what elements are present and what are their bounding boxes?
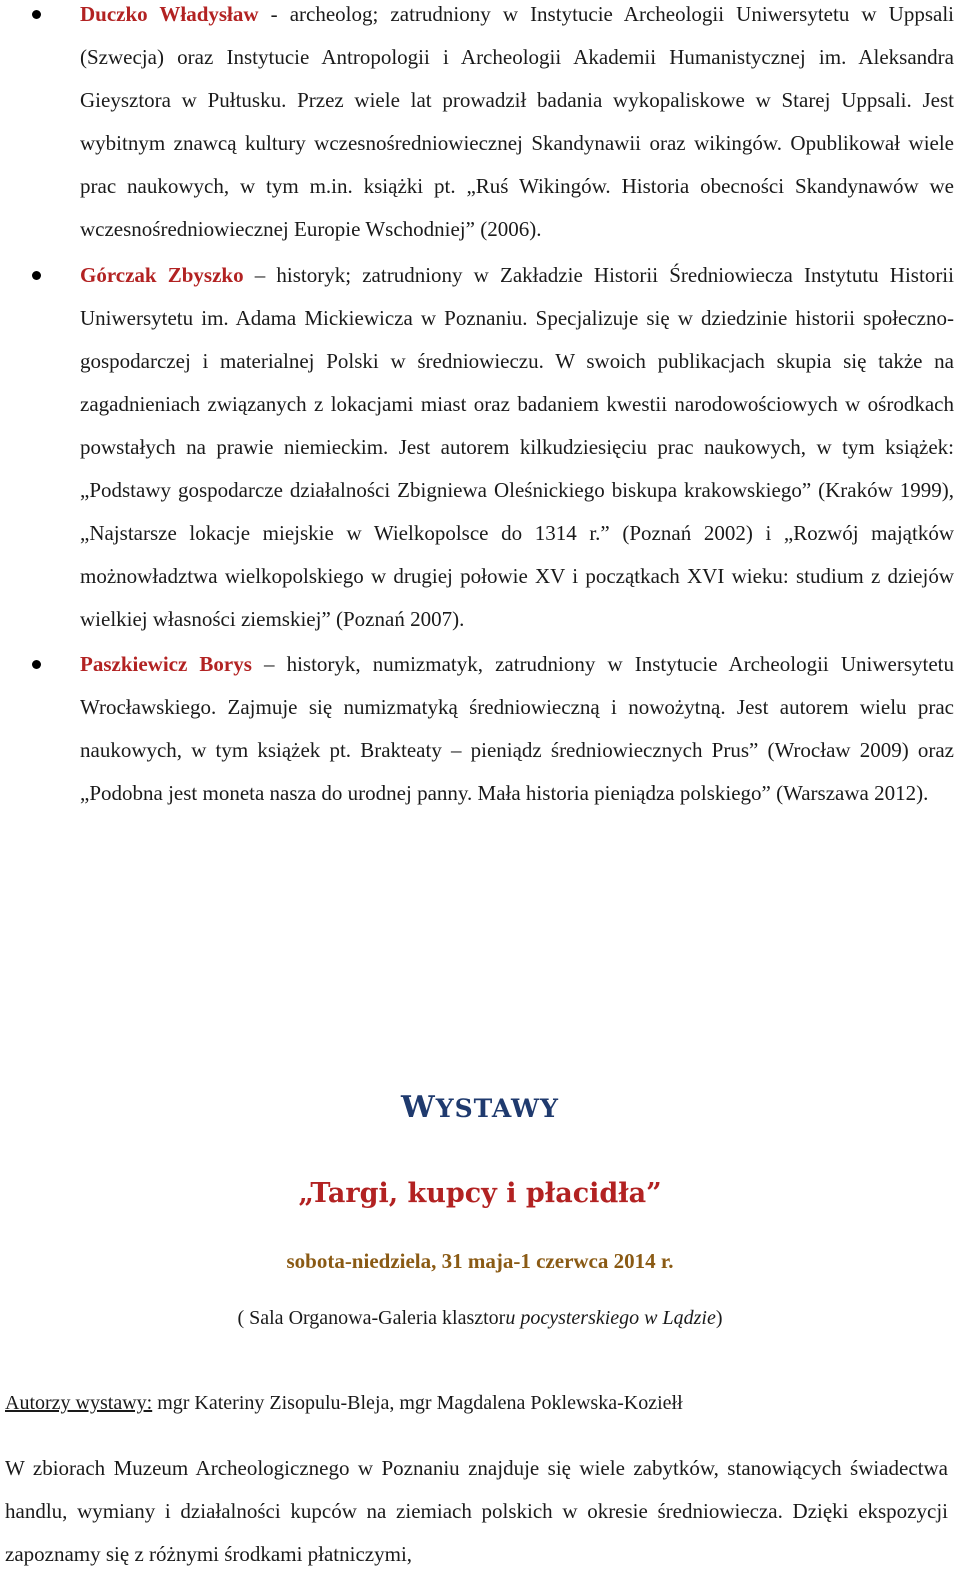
exhibition-authors (5, 1392, 950, 1415)
section-heading-initial: W (401, 1090, 436, 1125)
exhibition-intro: W zbiorach Muzeum Archeologicznego w Poznaniu znajduje się wiele zabytków, stanowiących świadectwa handlu, wymiany i działalności kupców na ziemiach polskich w okresie średniowiecza. Dzięki ekspozycji zapoznamy się z różnymi środkami płatniczymi, (5, 1456, 948, 1566)
exhibition-title: „Targi, kupcy i płacidła” (298, 1178, 662, 1209)
bullet-icon (32, 10, 41, 19)
authors-value: mgr Kateriny Zisopulu-Bleja, mgr Magdalena Poklewska-Koziełł (152, 1392, 683, 1414)
exhibition-place-text: ( Sala Organowa-Galeria klasztor (237, 1307, 506, 1329)
biography-item-gorczak (0, 254, 960, 641)
exhibition-place-close: ) (715, 1307, 723, 1329)
biography-item-paszkiewicz (0, 643, 960, 815)
exhibition-place (0, 1307, 960, 1330)
person-name: Paszkiewicz Borys (80, 652, 252, 676)
person-name: Duczko Władysław (80, 2, 259, 26)
biography-text: - archeolog; zatrudniony w Instytucie Archeologii Uniwersytetu w Uppsali (Szwecja) oraz Instytucie Antropologii i Archeologii Akademii Humanistycznej im. Aleksandra Gieysztora w Pułtusku. Przez wiele lat prowadził badania wykopaliskowe w Starej Uppsali. Jest wybitnym znawcą kultury wczesnośredniowiecznej Skandynawii oraz wikingów. Opublikował wiele prac naukowych, w tym m.in. książki pt. „Ruś Wikingów. Historia obecności Skandynawów we wczesnośredniowiecznej Europie Wschodniej” (2006). (80, 2, 954, 241)
section-heading-rest: YSTAWY (435, 1094, 559, 1123)
bullet-icon (32, 660, 41, 669)
section-heading (0, 1090, 960, 1125)
authors-label: Autorzy wystawy: (5, 1392, 153, 1414)
bullet-icon (32, 271, 41, 280)
biography-text: – historyk, numizmatyk, zatrudniony w Instytucie Archeologii Uniwersytetu Wrocławskiego. Zajmuje się numizmatyką średniowieczną i nowożytną. Jest autorem wielu prac naukowych, w tym książek pt. Brakteaty – pieniądz średniowiecznych Prus” (Wrocław 2009) oraz „Podobna jest moneta nasza do urodnej panny. Mała historia pieniądza polskiego” (Warszawa 2012). (80, 652, 954, 805)
person-name: Górczak Zbyszko (80, 263, 244, 287)
exhibition-date: sobota-niedziela, 31 maja-1 czerwca 2014 r. (286, 1249, 674, 1273)
biography-text: – historyk; zatrudniony w Zakładzie Historii Średniowiecza Instytutu Historii Uniwersytetu im. Adama Mickiewicza w Poznaniu. Specjalizuje się w dziedzinie historii społeczno-gospodarczej i materialnej Polski w średniowieczu. W swoich publikacjach skupia się także na zagadnieniach związanych z lokacjami miast oraz badaniem kwestii narodowościowych w ośrodkach powstałych na prawie niemieckim. Jest autorem kilkudziesięciu prac naukowych, w tym książek: „Podstawy gospodarcze działalności Zbigniewa Oleśnickiego biskupa krakowskiego” (Kraków 1999), „Najstarsze lokacje miejskie w Wielkopolsce do 1314 r.” (Poznań 2002) i „Rozwój majątków możnowładztwa wielkopolskiego w drugiej połowie XV i początkach XVI wieku: studium z dziejów wielkiej własności ziemskiej” (Poznań 2007). (80, 263, 954, 631)
biography-item-duczko (0, 0, 960, 251)
exhibition-place-italic: u pocysterskiego w Lądzie (505, 1307, 716, 1329)
